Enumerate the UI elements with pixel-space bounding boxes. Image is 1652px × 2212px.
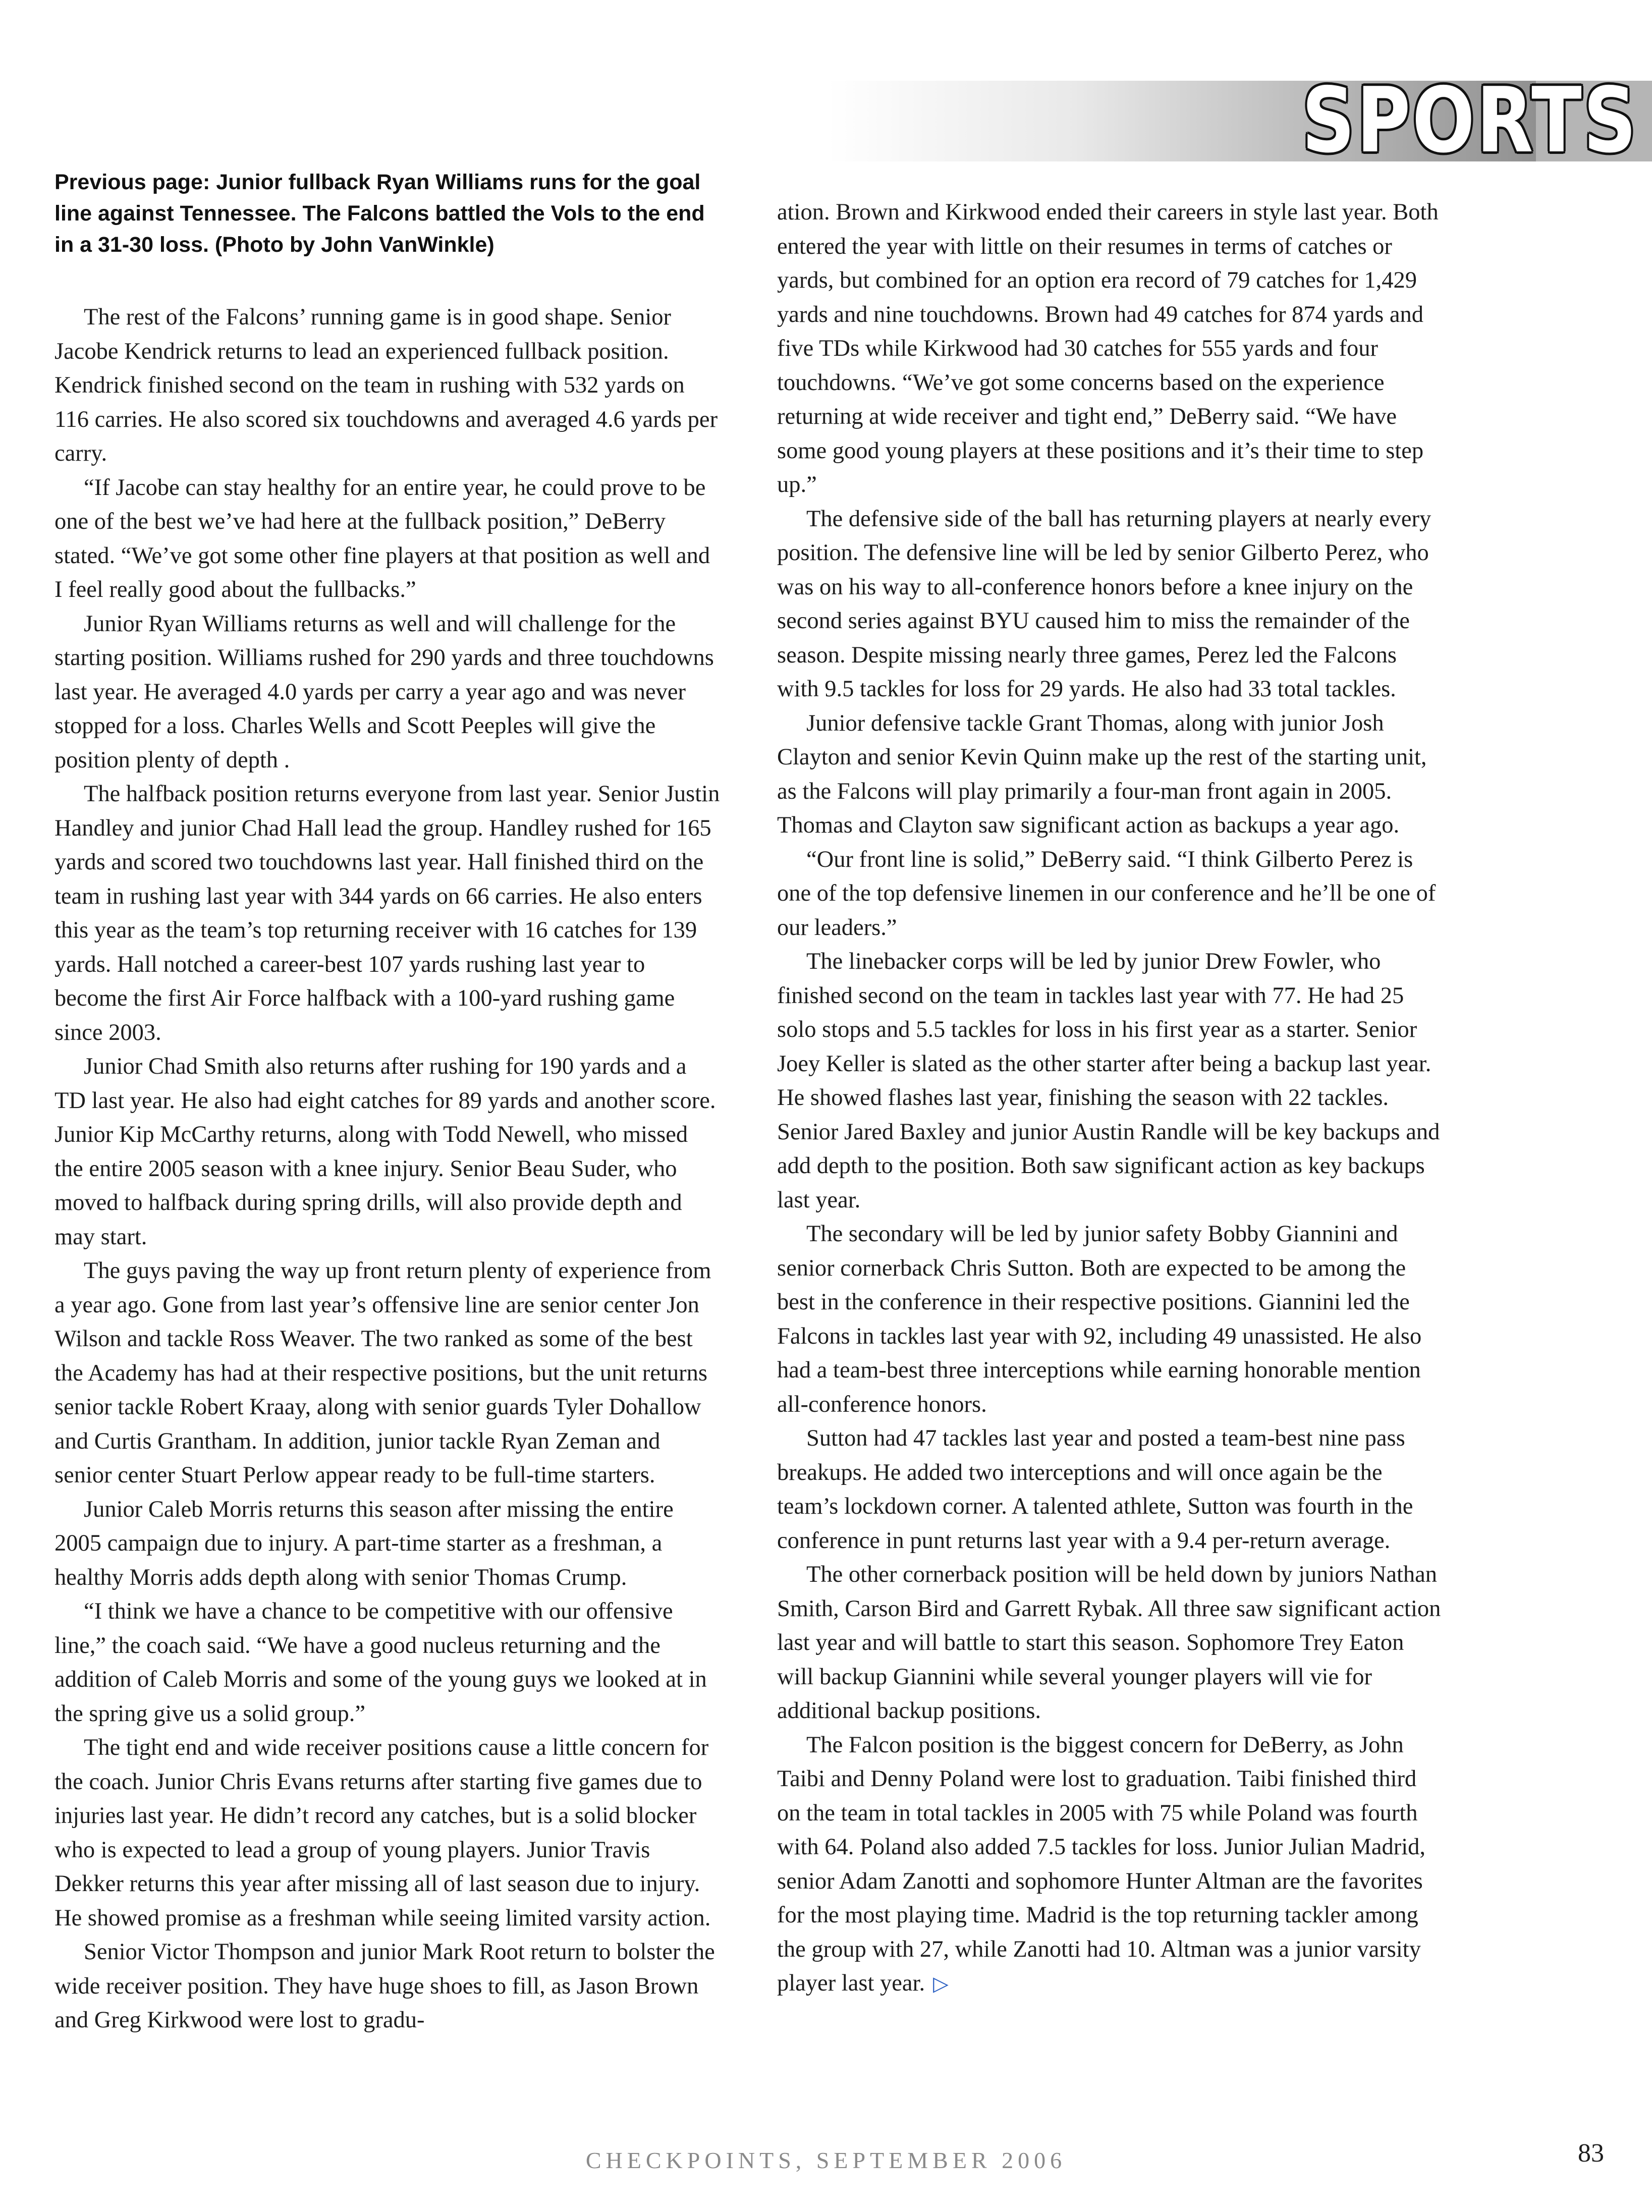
paragraph: Junior Caleb Morris returns this season after missing the entire 2005 campaign due to injury. A part-time starter as a freshman, a healthy Morris adds depth along with senior Thomas Crump. — [54, 1496, 674, 1590]
left-column — [54, 300, 721, 2037]
paragraph: The halfback position returns everyone from last year. Senior Justin Handley and junior Chad Hall lead the group. Handley rushed for 165 yards and scored two touchdowns last year. Hall finished third on the team in rushing last year with 344 yards on 66 carries. He also enters this year as the team’s top returning receiver with 16 catches for 139 yards. Hall notched a career-best 107 yards rushing last year to become the first Air Force halfback with a 100-yard rushing game since 2003. — [54, 781, 720, 1045]
right-column — [777, 195, 1443, 2002]
publication-footer: CHECKPOINTS, SEPTEMBER 2006 — [585, 2147, 1067, 2173]
paragraph: The linebacker corps will be led by junior Drew Fowler, who finished second on the team in tackles last year with 77. He had 25 solo stops and 5.5 tackles for loss in his first year as a starter. Senior Joey Keller is slated as the other starter after being a backup last year. He showed flashes last year, finishing the season with 22 tackles. Senior Jared Baxley and junior Austin Randle will be key backups and add depth to the position. Both saw significant action as key backups last year. — [777, 949, 1440, 1213]
paragraph: Sutton had 47 tackles last year and posted a team-best nine pass breakups. He added two interceptions and will once again be the team’s lockdown corner. A talented athlete, Sutton was fourth in the conference in punt returns last year with a 9.4 per-return average. — [777, 1425, 1413, 1554]
paragraph: The secondary will be led by junior safety Bobby Giannini and senior cornerback Chris Sutton. Both are expected to be among the best in the conference in their respective positions. Giannini led the Falcons in tackles last year with 92, including 49 unassisted. He also had a team-best three interceptions while earning honorable mention all-conference honors. — [777, 1221, 1422, 1417]
photo-caption: Previous page: Junior fullback Ryan Williams runs for the goal line against Tennessee. The Falcons battled the Vols to the end in a 31-30 loss. (Photo by John VanWinkle) — [54, 170, 705, 257]
paragraph: The guys paving the way up front return plenty of experience from a year ago. Gone from last year’s offensive line are senior center Jon Wilson and tackle Ross Weaver. The two ranked as some of the best the Academy has had at their respective positions, but the unit returns senior tackle Robert Kraay, along with senior guards Tyler Dohallow and Curtis Grantham. In addition, junior tackle Ryan Zeman and senior center Stuart Perlow appear ready to be full-time starters. — [54, 1258, 711, 1488]
paragraph-text: The Falcon position is the biggest concern for DeBerry, as John Taibi and Denny Poland were lost to graduation. Taibi finished third on the team in total tackles in 2005 with 75 while Poland was fourth with 64. Poland also added 7.5 tackles for loss. Junior Julian Madrid, senior Adam Zanotti and sophomore Hunter Altman are the favorites for the most playing time. Madrid is the top returning tackler among the group with 27, while Zanotti had 10. Altman was a junior varsity player last year. — [777, 1732, 1426, 1996]
paragraph: The other cornerback position will be held down by juniors Nathan Smith, Carson Bird and Garrett Rybak. All three saw significant action last year and will battle to start this season. Sophomore Trey Eaton will backup Giannini while several younger players will vie for additional backup positions. — [777, 1562, 1441, 1724]
paragraph: “Our front line is solid,” DeBerry said. “I think Gilberto Perez is one of the top defensive linemen in our conference and he’ll be one of our leaders.” — [777, 846, 1436, 941]
paragraph: “I think we have a chance to be competitive with our offensive line,” the coach said. “We have a good nucleus returning and the addition of Caleb Morris and some of the young guys we looked at in the spring give us a solid group.” — [54, 1598, 707, 1727]
paragraph: Junior Ryan Williams returns as well and will challenge for the starting position. Williams rushed for 290 yards and three touchdowns last year. He averaged 4.0 yards per carry a year ago and was never stopped for a loss. Charles Wells and Scott Peeples will give the position plenty of depth . — [54, 611, 714, 773]
paragraph: Junior Chad Smith also returns after rushing for 190 yards and a TD last year. He also had eight catches for 89 yards and another score. Junior Kip McCarthy returns, along with Todd Newell, who missed the entire 2005 season with a knee injury. Senior Beau Suder, who moved to halfback during spring drills, will also provide depth and may start. — [54, 1054, 716, 1250]
page-number: 83 — [1578, 2139, 1604, 2168]
triangle-right-icon: ▷ — [933, 1972, 949, 1996]
paragraph: The tight end and wide receiver positions cause a little concern for the coach. Junior Chris Evans returns after starting five games due to injuries last year. He didn’t record any catches, but is a solid blocker who is expected to lead a group of young players. Junior Travis Dekker returns this year after missing all of last season due to injury. He showed promise as a freshman while seeing limited varsity action. — [54, 1735, 711, 1931]
paragraph-last — [777, 1728, 1443, 2002]
paragraph: Senior Victor Thompson and junior Mark Root return to bolster the wide receiver position. They have huge shoes to fill, as Jason Brown and Greg Kirkwood were lost to gradu- — [54, 1939, 715, 2033]
paragraph-continued: ation. Brown and Kirkwood ended their careers in style last year. Both entered the year with little on their resumes in terms of catches or yards, but combined for an option era record of 79 catches for 1,429 yards and nine touchdowns. Brown had 49 catches for 874 yards and five TDs while Kirkwood had 30 catches for 555 yards and four touchdowns. “We’ve got some concerns based on the experience returning at wide receiver and tight end,” DeBerry said. “We have some good young players at these positions and it’s their time to step up.” — [777, 199, 1439, 497]
paragraph: The rest of the Falcons’ running game is in good shape. Senior Jacobe Kendrick returns to lead an experienced fullback position. Kendrick finished second on the team in rushing with 532 yards on 116 carries. He also scored six touchdowns and averaged 4.6 yards per carry. — [54, 304, 718, 466]
paragraph: “If Jacobe can stay healthy for an entire year, he could prove to be one of the best we’ve had here at the fullback position,” DeBerry stated. “We’ve got some other fine players at that position as well and I feel really good about the fullbacks.” — [54, 474, 710, 602]
paragraph: The defensive side of the ball has returning players at nearly every position. The defensive line will be led by senior Gilberto Perez, who was on his way to all-conference honors before a knee injury on the second series against BYU caused him to miss the remainder of the season. Despite missing nearly three games, Perez led the Falcons with 9.5 tackles for loss for 29 yards. He also had 33 total tackles. — [777, 506, 1431, 702]
paragraph: Junior defensive tackle Grant Thomas, along with junior Josh Clayton and senior Kevin Quinn make up the rest of the starting unit, as the Falcons will play primarily a four-man front again in 2005. Thomas and Clayton saw significant action as backups a year ago. — [777, 710, 1427, 838]
section-title: SPORTS — [1302, 68, 1638, 173]
